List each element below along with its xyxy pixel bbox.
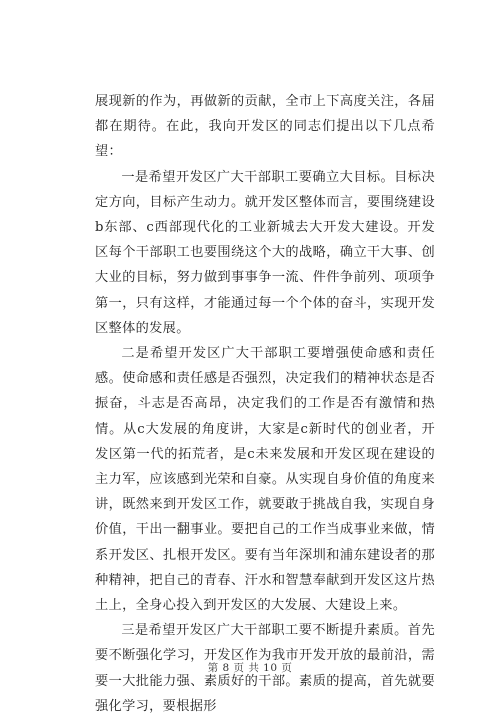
page-footer: 第 8 页 共 10 页: [207, 662, 293, 674]
paragraph-hope-goals: 一是希望开发区广大干部职工要确立大目标。目标决定方向，目标产生动力。就开发区整体而言，要围绕建设b东部、c西部现代化的工业新城去大开发大建设。开发区每个干部职工也要围绕这个大的战略，确立干大事、创大业的目标，努力做到事事争一流、件件争前列、项项争第一，只有这样，才能通过每一个个体的奋斗，实现开发区整体的发展。: [95, 169, 435, 336]
paragraph-hope-quality: 三是希望开发区广大干部职工要不断提升素质。首先要不断强化学习，开发区作为我市开发开放的最前沿，需要一大批能力强、素质好的干部。素质的提高，首先就要强化学习，要根据形: [95, 623, 435, 714]
document-body: [95, 89, 435, 719]
paragraph-hope-responsibility: 二是希望开发区广大干部职工要增强使命感和责任感。使命感和责任感是否强烈，决定我们的精神状态是否振奋，斗志是否高昂，决定我们的工作是否有激情和热情。从c大发展的角度讲，大家是c新时代的创业者，开发区第一代的拓荒者，是c未来发展和开发区现在建设的主力军，应该感到光荣和自豪。从实现自身价值的角度来讲，既然来到开发区工作，就要敢于挑战自我，实现自身价值，干出一翻事业。要把自己的工作当成事业来做，情系开发区、扎根开发区。要有当年深圳和浦东建设者的那种精神，把自己的青春、汗水和智慧奉献到开发区这片热土上，全身心投入到开发区的大发展、大建设上来。: [95, 346, 435, 614]
paragraph-continued-intro: 展现新的作为，再做新的贡献，全市上下高度关注，各届都在期待。在此，我向开发区的同志们提出以下几点希望：: [95, 94, 435, 160]
